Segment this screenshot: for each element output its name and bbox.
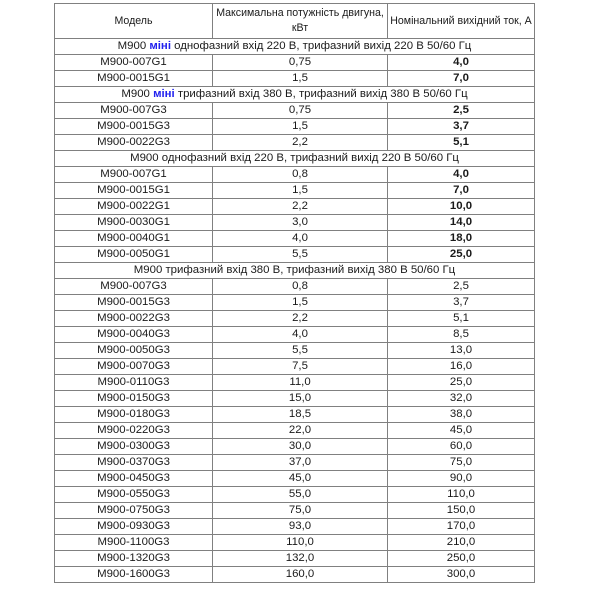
model-cell: М900-0022G3 bbox=[55, 135, 213, 151]
model-cell: М900-0022G1 bbox=[55, 199, 213, 215]
table-row bbox=[55, 167, 535, 183]
model-cell: М900-007G3 bbox=[55, 103, 213, 119]
table-row bbox=[55, 183, 535, 199]
current-cell: 2,5 bbox=[388, 103, 535, 119]
table-row bbox=[55, 215, 535, 231]
model-cell: М900-0930G3 bbox=[55, 519, 213, 535]
table-header bbox=[55, 4, 535, 39]
power-cell: 2,2 bbox=[213, 311, 388, 327]
current-cell: 110,0 bbox=[388, 487, 535, 503]
model-cell: М900-0015G3 bbox=[55, 119, 213, 135]
table-row bbox=[55, 55, 535, 71]
power-cell: 2,2 bbox=[213, 135, 388, 151]
model-cell: М900-007G3 bbox=[55, 279, 213, 295]
section-header-row bbox=[55, 151, 535, 167]
current-cell: 13,0 bbox=[388, 343, 535, 359]
power-cell: 1,5 bbox=[213, 119, 388, 135]
table-row bbox=[55, 423, 535, 439]
model-cell: М900-0050G3 bbox=[55, 343, 213, 359]
power-cell: 1,5 bbox=[213, 71, 388, 87]
specs-table bbox=[54, 3, 535, 583]
power-cell: 22,0 bbox=[213, 423, 388, 439]
power-cell: 93,0 bbox=[213, 519, 388, 535]
current-cell: 170,0 bbox=[388, 519, 535, 535]
model-cell: М900-0015G3 bbox=[55, 295, 213, 311]
table-row bbox=[55, 567, 535, 583]
model-cell: М900-0450G3 bbox=[55, 471, 213, 487]
power-cell: 7,5 bbox=[213, 359, 388, 375]
mini-label: міні bbox=[149, 40, 171, 52]
current-cell: 210,0 bbox=[388, 535, 535, 551]
model-cell: М900-0150G3 bbox=[55, 391, 213, 407]
power-cell: 1,5 bbox=[213, 295, 388, 311]
model-cell: М900-0015G1 bbox=[55, 71, 213, 87]
model-cell: М900-1100G3 bbox=[55, 535, 213, 551]
current-cell: 4,0 bbox=[388, 55, 535, 71]
column-header-current: Номінальний вихідний ток, А bbox=[388, 4, 535, 39]
power-cell: 3,0 bbox=[213, 215, 388, 231]
table-row bbox=[55, 343, 535, 359]
model-cell: М900-0022G3 bbox=[55, 311, 213, 327]
table-row bbox=[55, 503, 535, 519]
table-row bbox=[55, 279, 535, 295]
power-cell: 18,5 bbox=[213, 407, 388, 423]
model-cell: М900-0750G3 bbox=[55, 503, 213, 519]
model-cell: М900-0015G1 bbox=[55, 183, 213, 199]
column-header-power: Максимальна потужність двигуна, кВт bbox=[213, 4, 388, 39]
table-row bbox=[55, 119, 535, 135]
current-cell: 5,1 bbox=[388, 135, 535, 151]
power-cell: 45,0 bbox=[213, 471, 388, 487]
current-cell: 18,0 bbox=[388, 231, 535, 247]
mini-label: міні bbox=[153, 88, 175, 100]
table-row bbox=[55, 375, 535, 391]
power-cell: 55,0 bbox=[213, 487, 388, 503]
current-cell: 90,0 bbox=[388, 471, 535, 487]
section-header-row bbox=[55, 263, 535, 279]
current-cell: 25,0 bbox=[388, 247, 535, 263]
table-row bbox=[55, 407, 535, 423]
power-cell: 132,0 bbox=[213, 551, 388, 567]
power-cell: 37,0 bbox=[213, 455, 388, 471]
section-header-row bbox=[55, 87, 535, 103]
table-row bbox=[55, 487, 535, 503]
current-cell: 60,0 bbox=[388, 439, 535, 455]
model-cell: М900-0070G3 bbox=[55, 359, 213, 375]
model-cell: М900-007G1 bbox=[55, 167, 213, 183]
model-cell: М900-0220G3 bbox=[55, 423, 213, 439]
model-cell: М900-0110G3 bbox=[55, 375, 213, 391]
power-cell: 0,75 bbox=[213, 55, 388, 71]
current-cell: 3,7 bbox=[388, 295, 535, 311]
table-row bbox=[55, 535, 535, 551]
current-cell: 32,0 bbox=[388, 391, 535, 407]
power-cell: 0,8 bbox=[213, 279, 388, 295]
power-cell: 160,0 bbox=[213, 567, 388, 583]
current-cell: 4,0 bbox=[388, 167, 535, 183]
power-cell: 0,8 bbox=[213, 167, 388, 183]
power-cell: 4,0 bbox=[213, 327, 388, 343]
model-cell: М900-0040G1 bbox=[55, 231, 213, 247]
current-cell: 7,0 bbox=[388, 71, 535, 87]
current-cell: 14,0 bbox=[388, 215, 535, 231]
model-cell: М900-0180G3 bbox=[55, 407, 213, 423]
model-cell: М900-0040G3 bbox=[55, 327, 213, 343]
section-title: М900 міні однофазний вхід 220 В, трифазний вихід 220 В 50/60 Гц bbox=[55, 39, 535, 55]
section-header-row bbox=[55, 39, 535, 55]
current-cell: 16,0 bbox=[388, 359, 535, 375]
table-row bbox=[55, 199, 535, 215]
model-cell: М900-007G1 bbox=[55, 55, 213, 71]
power-cell: 15,0 bbox=[213, 391, 388, 407]
table-row bbox=[55, 391, 535, 407]
model-cell: М900-1600G3 bbox=[55, 567, 213, 583]
model-cell: М900-0030G1 bbox=[55, 215, 213, 231]
current-cell: 150,0 bbox=[388, 503, 535, 519]
power-cell: 30,0 bbox=[213, 439, 388, 455]
power-cell: 110,0 bbox=[213, 535, 388, 551]
model-cell: М900-1320G3 bbox=[55, 551, 213, 567]
table-row bbox=[55, 135, 535, 151]
current-cell: 3,7 bbox=[388, 119, 535, 135]
table-row bbox=[55, 551, 535, 567]
table-row bbox=[55, 231, 535, 247]
power-cell: 11,0 bbox=[213, 375, 388, 391]
column-header-model: Модель bbox=[55, 4, 213, 39]
section-title: М900 однофазний вхід 220 В, трифазний вихід 220 В 50/60 Гц bbox=[55, 151, 535, 167]
table-row bbox=[55, 295, 535, 311]
section-title: М900 міні трифазний вхід 380 В, трифазний вихід 380 В 50/60 Гц bbox=[55, 87, 535, 103]
current-cell: 5,1 bbox=[388, 311, 535, 327]
current-cell: 250,0 bbox=[388, 551, 535, 567]
table-row bbox=[55, 471, 535, 487]
table-row bbox=[55, 311, 535, 327]
current-cell: 7,0 bbox=[388, 183, 535, 199]
current-cell: 75,0 bbox=[388, 455, 535, 471]
table-body bbox=[55, 39, 535, 583]
table-row bbox=[55, 359, 535, 375]
power-cell: 2,2 bbox=[213, 199, 388, 215]
current-cell: 38,0 bbox=[388, 407, 535, 423]
current-cell: 45,0 bbox=[388, 423, 535, 439]
power-cell: 1,5 bbox=[213, 183, 388, 199]
table-row bbox=[55, 327, 535, 343]
current-cell: 300,0 bbox=[388, 567, 535, 583]
table-row bbox=[55, 439, 535, 455]
power-cell: 5,5 bbox=[213, 343, 388, 359]
header-row bbox=[55, 4, 535, 39]
current-cell: 2,5 bbox=[388, 279, 535, 295]
model-cell: М900-0300G3 bbox=[55, 439, 213, 455]
table-row bbox=[55, 71, 535, 87]
current-cell: 10,0 bbox=[388, 199, 535, 215]
model-cell: М900-0370G3 bbox=[55, 455, 213, 471]
power-cell: 5,5 bbox=[213, 247, 388, 263]
table-row bbox=[55, 103, 535, 119]
power-cell: 4,0 bbox=[213, 231, 388, 247]
current-cell: 8,5 bbox=[388, 327, 535, 343]
current-cell: 25,0 bbox=[388, 375, 535, 391]
model-cell: М900-0550G3 bbox=[55, 487, 213, 503]
table-row bbox=[55, 455, 535, 471]
table-row bbox=[55, 247, 535, 263]
section-title: М900 трифазний вхід 380 В, трифазний вихід 380 В 50/60 Гц bbox=[55, 263, 535, 279]
power-cell: 75,0 bbox=[213, 503, 388, 519]
table-row bbox=[55, 519, 535, 535]
power-cell: 0,75 bbox=[213, 103, 388, 119]
model-cell: М900-0050G1 bbox=[55, 247, 213, 263]
